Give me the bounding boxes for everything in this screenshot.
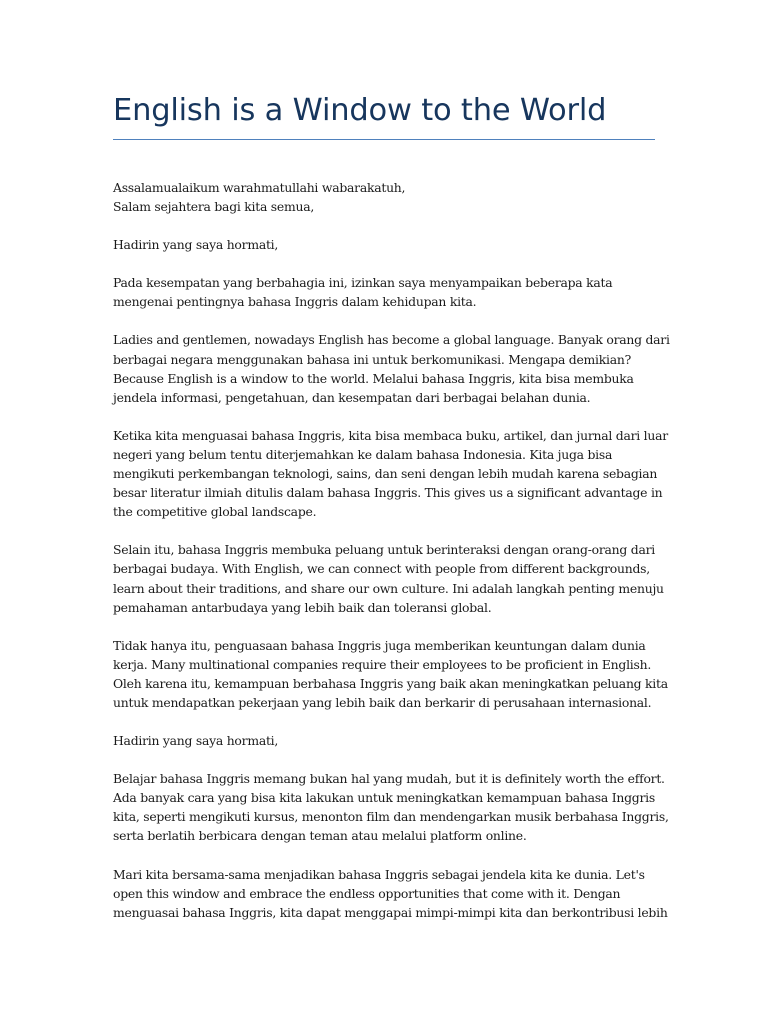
text-line: Ladies and gentlemen, nowadays English has become a global language. Banyak orang dari — [113, 332, 670, 348]
text-line: Hadirin yang saya hormati, — [113, 733, 279, 749]
text-line: mengenai pentingnya bahasa Inggris dalam kehidupan kita. — [113, 294, 477, 310]
text-line: Tidak hanya itu, penguasaan bahasa Inggris juga memberikan keuntungan dalam dunia — [113, 637, 646, 653]
paragraph-address-1 — [113, 235, 658, 254]
paragraph-global-language — [113, 330, 670, 406]
text-line: Belajar bahasa Inggris memang bukan hal yang mudah, but it is definitely worth the effort. — [113, 771, 665, 787]
text-line: Oleh karena itu, kemampuan berbahasa Inggris yang baik akan meningkatkan peluang kita — [113, 675, 668, 691]
text-line: Assalamualaikum warahmatullahi wabarakatuh, — [113, 180, 406, 195]
text-line: berbagai budaya. With English, we can connect with people from different backgrounds, — [113, 561, 650, 577]
text-line: serta berlatih berbicara dengan teman atau melalui platform online. — [113, 828, 527, 844]
text-line: the competitive global landscape. — [113, 504, 317, 520]
paragraph-learning — [113, 769, 669, 845]
text-line: jendela informasi, pengetahuan, dan kesempatan dari berbagai belahan dunia. — [113, 389, 591, 405]
text-line: learn about their traditions, and share our own culture. Ini adalah langkah penting menuju — [113, 580, 664, 596]
text-line: Ketika kita menguasai bahasa Inggris, kita bisa membaca buku, artikel, dan jurnal dari luar — [113, 427, 668, 443]
paragraph-greeting — [113, 178, 658, 216]
text-line: besar literatur ilmiah ditulis dalam bahasa Inggris. This gives us a significant advantage in — [113, 485, 663, 501]
title-underline-rule — [113, 139, 655, 140]
paragraph-address-2 — [113, 731, 658, 750]
text-line: Selain itu, bahasa Inggris membuka peluang untuk berinteraksi dengan orang-orang dari — [113, 542, 655, 558]
paragraph-career — [113, 636, 668, 712]
document-title: English is a Window to the World — [113, 93, 607, 128]
text-line: Hadirin yang saya hormati, — [113, 237, 279, 253]
document-body — [113, 178, 670, 941]
text-line: menguasai bahasa Inggris, kita dapat menggapai mimpi-mimpi kita dan berkontribusi lebih — [113, 904, 668, 920]
text-line: mengikuti perkembangan teknologi, sains, dan seni dengan lebih mudah karena sebagian — [113, 466, 658, 482]
text-line: berbagai negara menggunakan bahasa ini untuk berkomunikasi. Mengapa demikian? — [113, 351, 631, 367]
paragraph-introduction — [113, 273, 658, 311]
text-line: kita, seperti mengikuti kursus, menonton film dan mendengarkan musik berbahasa Inggris, — [113, 809, 669, 825]
text-line: Ada banyak cara yang bisa kita lakukan untuk meningkatkan kemampuan bahasa Inggris — [113, 790, 655, 806]
text-line: Salam sejahtera bagi kita semua, — [113, 199, 315, 215]
text-line: untuk mendapatkan pekerjaan yang lebih baik dan berkarir di perusahaan internasional. — [113, 694, 652, 710]
text-line: kerja. Many multinational companies require their employees to be proficient in English. — [113, 656, 652, 672]
paragraph-closing — [113, 865, 668, 922]
paragraph-knowledge — [113, 426, 668, 521]
text-line: Pada kesempatan yang berbahagia ini, izinkan saya menyampaikan beberapa kata — [113, 275, 613, 291]
text-line: Because English is a window to the world. Melalui bahasa Inggris, kita bisa membuka — [113, 370, 634, 386]
text-line: Mari kita bersama-sama menjadikan bahasa Inggris sebagai jendela kita ke dunia. Let's — [113, 866, 645, 882]
text-line: open this window and embrace the endless opportunities that come with it. Dengan — [113, 885, 621, 901]
paragraph-culture — [113, 540, 664, 616]
text-line: negeri yang belum tentu diterjemahkan ke dalam bahasa Indonesia. Kita juga bisa — [113, 446, 613, 462]
text-line: pemahaman antarbudaya yang lebih baik dan toleransi global. — [113, 599, 492, 615]
